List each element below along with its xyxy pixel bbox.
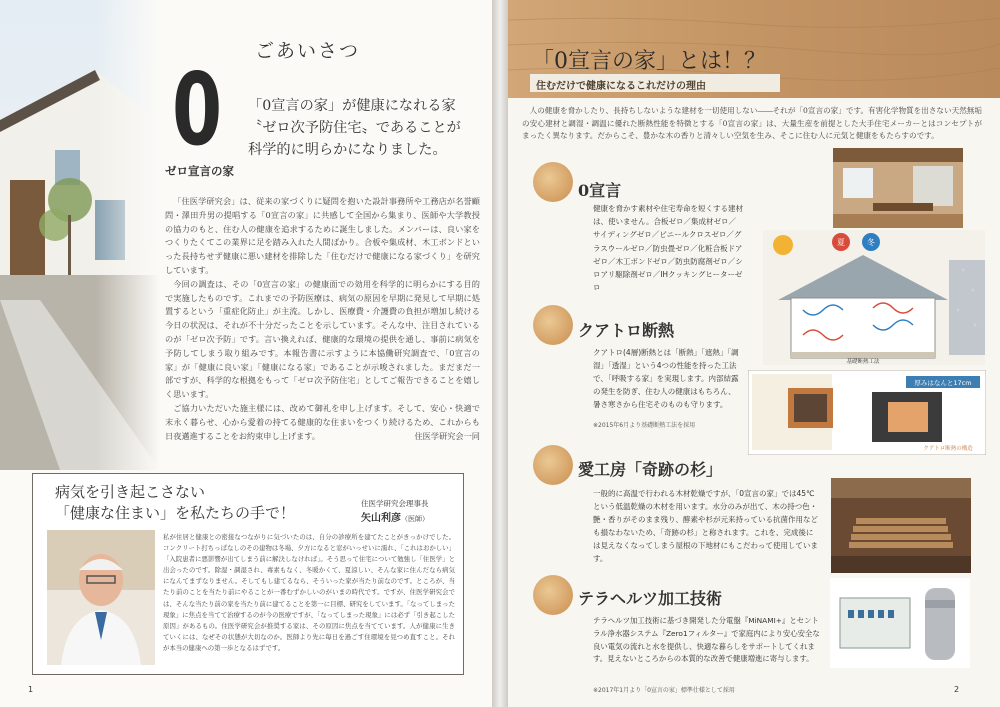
paragraph: 今回の調査は、その「0宣言の家」の健康面での効用を科学的に明らかにする目的で実施したものです。これまでの予防医療は、病気の原因を早期に発見して早期に処置するという「重症化防止」が主流。しかし、医療費・介護費の負担が増加し続ける今日の状況は、それが不十分だったことを示しています。そんな中、注目されているのが「ゼロ次予防」です。言い換えれば、健康的な環境の提供を通し、事前に病気を予防してしまう取り組みです。本報告書に示すように本協働研究調査で、「0宣言の家」が「健康に良い家」「健康になる家」であることが示唆されました。まだまだ一部ですが、科学的な根拠をもって「ゼロ次予防住宅」としてご報告できることを嬉しく思います。 (165, 278, 480, 400)
wood-circle-icon (533, 575, 573, 615)
intro-text: 人の健康を脅かしたり、長持ちしないような建材を一切使用しない――それが「0宣言の家」です。有害化学物質を出さない天然無垢の安心建材と調湿・調温に優れた断熱性能を特徴とする「0宣言の家」は、大量生産を前提とした大手住宅メーカーとはコンセプトがまったく異なります。だからこそ、豊かな木の香りと清々しい空気を生み、そこに住む人に元気と健康をもたらすのです。 (522, 106, 982, 141)
greeting-title: ごあいさつ (255, 40, 361, 62)
author-name: 矢山利彦 (361, 513, 401, 524)
equipment-photo (830, 578, 970, 668)
wood-circle-icon (533, 445, 573, 485)
right-subtitle: 住むだけで健康になるこれだけの理由 (530, 74, 780, 92)
section-heading: 0宣言 (578, 181, 622, 200)
page-number: 1 (28, 685, 34, 694)
section-heading: 愛工房「奇跡の杉」 (578, 460, 723, 479)
author-suffix: （医師） (401, 515, 429, 523)
structure-callout: クアトロ断熱の構造 (923, 446, 973, 452)
section-body: 一般的に高温で行われる木材乾燥ですが、「0宣言の家」では45℃という低温乾燥の木材を用います。水分のみが出て、木の持つ色・艶・香りがそのまま残り、酵素や杉が元来持っている抗菌作用なども損なわないため、「奇跡の杉」と称されます。これを、完成後には見えなくなってしまう屋根の下地材にもこだわって使用しています。 (593, 489, 818, 563)
section-body: 健康を脅かす素材や住宅寿命を短くする建材は、使いません。合板ゼロ／集成材ゼロ／サイディングゼロ／ビニールクロスゼロ／グラスウールゼロ／防虫畳ゼロ／化粧合板ドアゼロ／木工ボンドゼロ／防虫防腐剤ゼロ／シロアリ駆除剤ゼロ／IHクッキングヒーターゼロ (593, 204, 743, 293)
house-photo (0, 0, 160, 470)
thickness-label: 厚みはなんと17cm (914, 379, 972, 387)
box-body: 私が住居と健康との密接なつながりに気づいたのは、自分の診療所を建てたことがきっかけでした。コンクリート打ちっぱなしのその建物は冬場、夕方になると窓がいっせいに濡れ、「これはおかしい」「入院患者に悪影響が出てしまう前に解決しなければ」。そう思って住宅について勉強し「住医学」と出会ったのです。除湿・調湿され、毒素もなく、冬暖かくて、夏涼しい、そんな家に住んだなら病気になんてまずなりません。そしてもし建てるなら、そういった家が当たり前なのです。ところが、当たり前のことを当たり前にやることが一番むずかしいのがいまの時代です。ですが、住医学研究会では、そんな当たり前の家を当たり前に建てることを第一に目標、研究をしています。「なってしまった現象」に焦点を当てて治療するのが今の医療ですが、「なってしまった現象」には必ず「引き起こした原因」があるもの。住医学研究会が推奨する家は、その原因に焦点を当てています。人が健康に生きていくには、なぜその状態が大切なのか。医師より先に毎日を過ごす住環境を見つめ直すこと。それが本当の健康への第一歩となるはずです。 (163, 533, 455, 652)
section-heading: テラヘルツ加工技術 (578, 589, 723, 608)
author-role: 住医学研究会理事長 (361, 499, 429, 508)
right-title: 「0宣言の家」とは！？ (532, 49, 766, 74)
greeting-body (165, 195, 480, 444)
interior-photo (833, 148, 963, 228)
lumber-photo (831, 478, 971, 573)
page-number: 2 (954, 685, 960, 694)
section-body: テラヘルツ加工技術に基づき開発した分電盤『MiNAMI+』とセントラル浄水器システム『Zero1フィルター』で家庭内により安心安全な良い電気の流れと水を提供し、快適な暮らしをサポートしてくれます。見えないところからの本質的な改善で健康増進に寄与します。 (593, 616, 820, 664)
signature: 住医学研究会一同 (414, 431, 480, 442)
box-title (55, 482, 295, 524)
doctor-photo (47, 530, 155, 665)
wood-circle-icon (533, 162, 573, 202)
section-body: クアトロ(4層)断熱とは「断熱」「遮熱」「調湿」「透湿」という4つの性能を持った工法で、「呼吸する家」を実現します。内部結露の発生を防ぎ、住む人の健康はもちろん、暑さ寒さから住宅そのものも守ります。 (593, 348, 739, 409)
section-note: ※2017年1月より「0宣言の家」標準仕様として採用 (593, 687, 735, 694)
box-title-line: 病気を引き起こさない (55, 483, 206, 501)
author (361, 509, 429, 524)
right-page (508, 0, 1000, 707)
winter-label: 冬 (867, 238, 875, 247)
section-heading: クアトロ断熱 (578, 321, 675, 340)
message-box (32, 473, 464, 675)
zero-caption: ゼロ宣言の家 (165, 164, 234, 178)
wall-section-diagram (748, 370, 986, 455)
lead-line: 科学的に明らかになりました。 (248, 142, 447, 158)
paragraph: 「住医学研究会」は、従来の家づくりに疑問を抱いた設計事務所や工務店が名誉顧問・澤田升男の提唱する「0宣言の家」に共感して全国から集まり、医師や大学教授の協力のもと、住む人の健康を追求するために誕生しました。メンバーは、良い家をつくりたくてこの業界に足を踏み入れた人間ばかり。合板や集成材、木工ボンドといった長持ちせず健康に悪い建材を排除した「住むだけで健康になる家づくり」を研究しています。 (165, 196, 480, 275)
big-zero-logo: 0 (172, 51, 223, 168)
lead-line: 〝ゼロ次予防住宅〟であることが (248, 120, 461, 136)
left-page (0, 0, 492, 707)
wood-circle-icon (533, 305, 573, 345)
box-title-line: 「健康な住まい」を私たちの手で！ (55, 504, 296, 522)
summer-label: 夏 (837, 238, 845, 247)
lead-line: 「0宣言の家」が健康になれる家 (248, 98, 456, 114)
lead-text (248, 95, 461, 161)
paragraph: ご協力いただいた施主様には、改めて御礼を申し上げます。そして、安心・快適で末永く暮らせ、心から愛着の持てる健康的な住まいをつくり続けるため、これからも日夜邁進することをお約束申し上げます。 (165, 402, 480, 441)
spread-gutter (492, 0, 508, 707)
house-diagram (763, 230, 985, 365)
foundation-label: 基礎断熱工法 (846, 359, 880, 365)
section-note: ※2015年6月より基礎断熱工法を採用 (593, 422, 696, 429)
